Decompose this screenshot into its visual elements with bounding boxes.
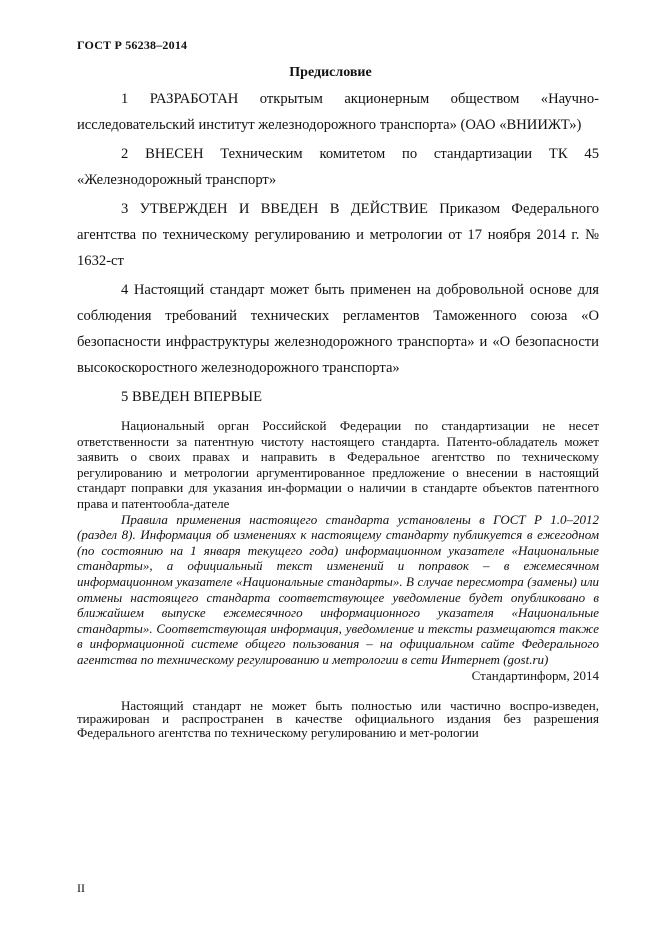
foreword-item-introduced: 2 ВНЕСЕН Техническим комитетом по стандартизации ТК 45 «Железнодорожный транспорт» (77, 146, 599, 188)
document-code-header: ГОСТ Р 56238–2014 (77, 38, 188, 52)
foreword-item-developed: 1 РАЗРАБОТАН открытым акционерным обществом «Научно-исследовательский институт железнодорожного транспорта» (ОАО «ВНИИЖТ») (77, 91, 599, 133)
page-title: Предисловие (289, 65, 372, 80)
foreword-item-application: 4 Настоящий стандарт может быть применен на добровольной основе для соблюдения требований технических регламентов Таможенного союза «О безопасности инфраструктуры железнодорожного транспорта» и «О безопасности высокоскоростного железнодорожного транспорта» (77, 282, 599, 376)
patent-notice: Национальный орган Российской Федерации по стандартизации не несет ответственности за патентную чистоту настоящего стандарта. Патенто-обладатель может заявить о своих правах и направить в Федеральное агентство по техническому регулированию и метрологии аргументированное предложение о внесении в настоящий стандарт поправки для указания ин-формации о наличии в стандарте объектов патентного права и патентообла-дателе (77, 418, 599, 511)
foreword-body (77, 86, 599, 739)
foreword-item-first-introduced: 5 ВВЕДЕН ВПЕРВЫЕ (121, 389, 263, 405)
copyright-notice: Настоящий стандарт не может быть полностью или частично воспро-изведен, тиражирован и распространен в качестве официального издания без разрешения Федерального агентства по техническому регулированию и мет-рологии (77, 697, 599, 740)
foreword-item-approved: 3 УТВЕРЖДЕН И ВВЕДЕН В ДЕЙСТВИЕ Приказом Федерального агентства по техническому регулированию и метрологии от 17 ноября 2014 г. № 1632-ст (77, 201, 599, 269)
page-number: II (77, 881, 85, 895)
rules-notice: Правила применения настоящего стандарта установлены в ГОСТ Р 1.0–2012 (раздел 8). Информация об изменениях к настоящему стандарту публикуется в ежегодном (по состоянию на 1 января текущего года) информационном указателе «Национальные стандарты», а официальный текст изменений и поправок – в ежемесячном информационном указателе «Национальные стандарты». В случае пересмотра (замены) или отмены настоящего стандарта соответствующее уведомление будет опубликовано в ближайшем выпуске ежемесячного информационного указателя «Национальные стандарты». Соответствующая информация, уведомление и тексты размещаются также в информационной системе общего пользования – на официальном сайте Федерального агентства по техническому регулированию и метрологии в сети Интернет (gost.ru) (77, 511, 599, 667)
publisher-line: Стандартинформ, 2014 (471, 667, 599, 683)
